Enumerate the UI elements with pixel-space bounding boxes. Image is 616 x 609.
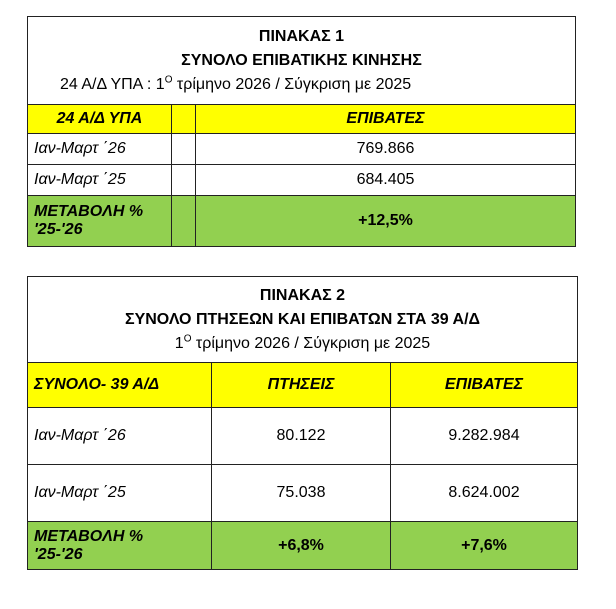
flights-passengers-table <box>27 276 578 570</box>
table-row <box>28 134 576 165</box>
row-label: Ιαν-Μαρτ ΄26 <box>28 408 212 465</box>
row-passengers: 769.866 <box>196 134 576 165</box>
row-label: Ιαν-Μαρτ ΄25 <box>28 465 212 522</box>
header-passengers: ΕΠΙΒΑΤΕΣ <box>196 105 576 134</box>
header-airports: 24 Α/Δ ΥΠΑ <box>28 105 172 134</box>
table-title-cell <box>28 17 576 105</box>
table-title: ΠΙΝΑΚΑΣ 2 <box>259 286 346 304</box>
table-subtitle: ΣΥΝΟΛΟ ΕΠΙΒΑΤΙΚΗΣ ΚΙΝΗΣΗΣ <box>181 51 422 69</box>
table-header-row <box>28 105 576 134</box>
table-title-cell <box>28 277 578 363</box>
change-passengers: +12,5% <box>196 196 576 247</box>
row-flights: 80.122 <box>212 408 391 465</box>
table-title-row <box>28 17 576 105</box>
change-spacer <box>172 196 196 247</box>
table-title: ΠΙΝΑΚΑΣ 1 <box>258 27 345 45</box>
row-spacer <box>172 134 196 165</box>
change-flights: +6,8% <box>212 522 391 570</box>
header-flights: ΠΤΗΣΕΙΣ <box>212 363 391 408</box>
passenger-traffic-table <box>27 16 576 247</box>
row-label: Ιαν-Μαρτ ΄26 <box>28 134 172 165</box>
row-flights: 75.038 <box>212 465 391 522</box>
row-spacer <box>172 165 196 196</box>
table-row <box>28 165 576 196</box>
change-row <box>28 196 576 247</box>
row-passengers: 684.405 <box>196 165 576 196</box>
change-row <box>28 522 578 570</box>
row-passengers: 8.624.002 <box>391 465 578 522</box>
change-label: ΜΕΤΑΒΟΛΗ % '25-'26 <box>28 196 172 247</box>
row-label: Ιαν-Μαρτ ΄25 <box>28 165 172 196</box>
header-passengers: ΕΠΙΒΑΤΕΣ <box>391 363 578 408</box>
header-spacer <box>172 105 196 134</box>
table-header-row <box>28 363 578 408</box>
table-row <box>28 408 578 465</box>
table-period: 24 Α/Δ ΥΠΑ : $1^O$ τρίμηνο 2026 / Σύγκριση με 2025 <box>60 74 412 93</box>
row-passengers: 9.282.984 <box>391 408 578 465</box>
change-label: ΜΕΤΑΒΟΛΗ % '25-'26 <box>28 522 212 570</box>
table-subtitle: ΣΥΝΟΛΟ ΠΤΗΣΕΩΝ ΚΑΙ ΕΠΙΒΑΤΩΝ ΣΤΑ 39 Α/Δ <box>124 310 481 328</box>
change-passengers: +7,6% <box>391 522 578 570</box>
header-airports: ΣΥΝΟΛΟ- 39 Α/Δ <box>28 363 212 408</box>
table-period: $1^O$ τρίμηνο 2026 / Σύγκριση με 2025 <box>174 333 431 352</box>
table-title-row <box>28 277 578 363</box>
table-row <box>28 465 578 522</box>
